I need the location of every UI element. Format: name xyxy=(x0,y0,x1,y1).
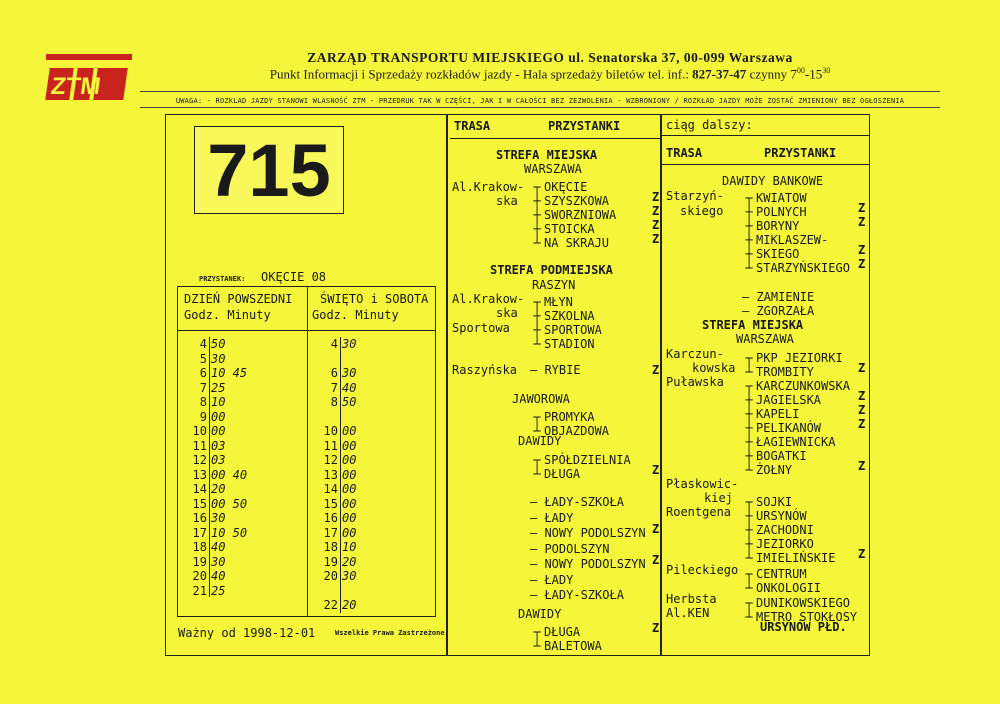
holiday-row xyxy=(313,366,356,381)
weekday-row xyxy=(182,526,247,541)
holiday-minutes: 50 xyxy=(342,395,357,409)
r1-stop-name: SZYSZKOWA xyxy=(544,194,610,208)
r2-street7: Herbsta xyxy=(666,592,717,606)
holiday-row xyxy=(313,381,356,396)
route-marker: ┴ xyxy=(745,581,753,595)
r2-stop-name: KARCZUNKOWSKA xyxy=(756,379,850,393)
ztm-logo xyxy=(42,52,134,104)
weekday-minutes: 25 xyxy=(211,380,226,395)
r1-stop-name: SPORTOWA xyxy=(544,323,602,337)
r2-street1b: skiego xyxy=(680,204,724,218)
holiday-row xyxy=(313,540,356,555)
weekday-row xyxy=(182,540,225,555)
weekday-hour: 14 xyxy=(192,482,207,496)
r2-stop-name: KAPELI xyxy=(756,407,800,421)
weekday-hour: 12 xyxy=(192,453,207,467)
holiday-minutes: 10 xyxy=(342,540,357,554)
route-marker: ┼ xyxy=(745,205,753,219)
r2-stop-name: ONKOLOGII xyxy=(756,581,822,595)
weekday-minutes: 40 xyxy=(211,569,226,583)
weekday-row xyxy=(182,395,225,410)
r2-stop-zgorzala: – ZGORZAŁA xyxy=(742,304,815,318)
r2-col-trasa: TRASA xyxy=(666,146,703,160)
r2-stop-name: PELIKANÓW xyxy=(756,421,822,435)
r2-stop-name: MIKLASZEW- xyxy=(756,233,829,247)
r1-stop-name: – PODOLSZYN xyxy=(530,541,610,556)
route-marker: ┴ xyxy=(745,551,753,565)
route-marker: ┼ xyxy=(745,393,753,407)
valid-from: Ważny od 1998-12-01 xyxy=(178,626,316,640)
zone-marker: Z xyxy=(652,232,660,246)
route-marker: ┼ xyxy=(745,233,753,247)
zone-marker: Z xyxy=(858,403,866,417)
zone-marker: Z xyxy=(858,201,866,215)
r2-stop-name: KWIATOW xyxy=(756,191,807,205)
header-rule xyxy=(140,91,940,92)
weekday-hour: 11 xyxy=(192,438,207,453)
weekday-minutes: 03 xyxy=(211,453,226,467)
holiday-row xyxy=(313,439,356,454)
info-line: Punkt Informacji i Sprzedaży rozkładów jazdy - Hala sprzedaży biletów tel. inf.: 827-37-47 czynny $7^{00}-15^{30}$ xyxy=(269,66,831,82)
route-marker: ┴ xyxy=(745,365,753,379)
holiday-minutes: 30 xyxy=(342,569,357,583)
r1-stop-name: – NOWY PODOLSZYN xyxy=(530,557,646,571)
holiday-row xyxy=(313,424,356,439)
r2-stop-name: ŁAGIEWNICKA xyxy=(756,435,836,449)
r1-stop-name: BALETOWA xyxy=(544,639,602,653)
zone-marker: Z xyxy=(652,190,660,204)
r1-town3: DAWIDY xyxy=(518,434,562,448)
r1-town4: DAWIDY xyxy=(518,607,562,621)
holiday-hour: 16 xyxy=(323,511,338,525)
holiday-minutes: 00 xyxy=(342,496,357,511)
holiday-row xyxy=(313,569,356,584)
r1-street2: Al.Krakow- xyxy=(452,292,525,306)
r1-stop-name: OKĘCIE xyxy=(544,180,588,194)
route-marker: ┬ xyxy=(745,567,753,581)
route-marker: ┼ xyxy=(745,509,753,523)
rights-text: Wszelkie Prawa Zastrzeżone xyxy=(335,629,445,637)
route-marker: ┴ xyxy=(745,610,753,624)
holiday-hour: 22 xyxy=(323,598,338,612)
weekday-hour: 15 xyxy=(192,496,207,511)
weekday-row xyxy=(182,381,225,396)
r2-stop xyxy=(742,257,866,276)
weekday-hour: 20 xyxy=(192,569,207,583)
r2-street1: Starzyń- xyxy=(666,189,724,203)
r1-town2: JAWOROWA xyxy=(512,392,570,406)
stop-label: PRZYSTANEK: OKĘCIE 08 xyxy=(199,270,327,284)
holiday-minutes: 00 xyxy=(342,511,357,525)
weekday-row xyxy=(182,468,247,483)
holiday-hour: 20 xyxy=(323,569,338,583)
route-marker: ┬ xyxy=(745,191,753,205)
weekday-minutes: 30 xyxy=(211,554,226,569)
divider-left xyxy=(446,114,448,656)
holiday-minutes: 30 xyxy=(342,337,357,351)
weekday-minutes: 50 xyxy=(211,337,226,351)
r1-town1: RASZYN xyxy=(532,278,576,292)
holiday-hour: 19 xyxy=(323,554,338,569)
route-marker: ┬ xyxy=(533,410,541,424)
holiday-minutes: 40 xyxy=(342,380,357,395)
holiday-row xyxy=(313,468,356,483)
weekday-hour: 5 xyxy=(199,351,207,366)
line-number: 715 xyxy=(207,129,331,212)
r1-stop xyxy=(530,333,595,352)
holiday-row xyxy=(313,511,356,526)
holiday-row xyxy=(313,497,356,512)
r2-stop-name: JEZIORKO xyxy=(756,537,814,551)
r2-stop-name: METRO STOKŁOSY xyxy=(756,610,858,624)
r1-stop xyxy=(530,232,660,251)
weekday-subheader: Godz. Minuty xyxy=(184,308,271,322)
r1-street1b: ska xyxy=(496,194,518,208)
r1-street1: Al.Krakow- xyxy=(452,180,525,194)
holiday-hour: 11 xyxy=(323,438,338,453)
warning-text: UWAGA: - ROZKLAD JAZDY STANOWI WLASNOŚĆ ZTM - PRZEDRUK TAK W CZĘŚCI, JAK I W CAŁOŚCI BEZ ZEZWOLENIA - WZBRONIONY / ROZKŁAD JAZDY MOŻE ZOSTAĆ ZMIENIONY BEZ OGŁOSZENIA xyxy=(175,97,905,105)
holiday-minutes: 20 xyxy=(342,554,357,569)
r2-continued: ciąg dalszy: xyxy=(666,118,753,132)
weekday-row xyxy=(182,410,225,425)
route-marker: ┼ xyxy=(745,449,753,463)
r1-stop xyxy=(530,463,580,482)
r1-stop-name: DŁUGA xyxy=(544,467,581,481)
r2-town1: DAWIDY BANKOWE xyxy=(722,174,824,188)
r1-city: WARSZAWA xyxy=(524,162,582,176)
holiday-row xyxy=(313,337,356,352)
weekday-minutes: 20 xyxy=(211,482,226,496)
r2-stop-name: ŻOŁNY xyxy=(756,463,793,477)
route-marker: ┬ xyxy=(745,351,753,365)
holiday-row xyxy=(313,598,356,613)
zone-marker: Z xyxy=(858,243,866,257)
r2-header-rule xyxy=(661,164,869,165)
r2-col-przystanki: PRZYSTANKI xyxy=(764,146,837,160)
r2-street6: Pileckiego xyxy=(666,563,739,577)
route-marker: ┼ xyxy=(745,523,753,537)
route-marker: ┼ xyxy=(745,435,753,449)
r1-stop-name: DŁUGA xyxy=(544,625,581,639)
holiday-hour: 13 xyxy=(323,467,338,482)
weekday-minutes: 00 xyxy=(211,424,226,438)
r2-street8: Al.KEN xyxy=(666,606,710,620)
route-marker: ┼ xyxy=(745,247,753,261)
holiday-row xyxy=(313,555,356,570)
holiday-hour: 15 xyxy=(323,496,338,511)
r2-stop-name: SOJKI xyxy=(756,495,793,509)
zone-marker: Z xyxy=(858,361,866,375)
route-marker: ┼ xyxy=(533,323,541,337)
weekday-row xyxy=(182,366,247,381)
r2-stop-name: POLNYCH xyxy=(756,205,807,219)
weekday-row xyxy=(182,497,247,512)
holiday-row xyxy=(313,482,356,497)
route-marker: ┴ xyxy=(533,236,541,250)
r1-zone-sub: STREFA PODMIEJSKA xyxy=(490,263,613,277)
holiday-row xyxy=(313,395,356,410)
route-marker: ┼ xyxy=(745,537,753,551)
zone-marker: Z xyxy=(858,389,866,403)
holiday-row xyxy=(313,453,356,468)
weekday-minutes: 00 xyxy=(211,409,226,424)
holiday-minutes: 00 xyxy=(342,482,357,496)
route-marker: ┴ xyxy=(745,463,753,477)
r2-street4b: kiej xyxy=(704,491,733,505)
r2-street2: Karczun- xyxy=(666,347,724,361)
weekday-row xyxy=(182,555,225,570)
weekday-minutes: 10 45 xyxy=(211,366,248,380)
holiday-hour: 10 xyxy=(323,424,338,438)
r1-stop-name: SPÓŁDZIELNIA xyxy=(544,453,631,467)
route-marker: ┴ xyxy=(533,337,541,351)
r1-col-przystanki: PRZYSTANKI xyxy=(548,119,621,133)
r1-stop xyxy=(530,584,624,603)
weekday-hour: 8 xyxy=(199,395,207,409)
r2-stop-name: SKIEGO xyxy=(756,247,800,261)
r2-stop-name: JAGIELSKA xyxy=(756,393,822,407)
r2-stop-name: TROMBITY xyxy=(756,365,814,379)
r1-stop-name: – ŁADY xyxy=(530,572,574,587)
holiday-minutes: 30 xyxy=(342,366,357,380)
route-marker: ┬ xyxy=(745,379,753,393)
r1-stop-name: SWORZNIOWA xyxy=(544,208,617,222)
holiday-hour: 14 xyxy=(323,482,338,496)
r1-stop-name: STOICKA xyxy=(544,222,595,236)
weekday-hour: 21 xyxy=(192,583,207,598)
org-line: ZARZĄD TRANSPORTU MIEJSKIEGO ul. Senatorska 37, 00-099 Warszawa xyxy=(307,50,793,65)
weekday-row xyxy=(182,584,225,599)
weekday-minutes: 25 xyxy=(211,583,226,598)
r2-street3: Puławska xyxy=(666,375,724,389)
r1-z-dluga2: Z xyxy=(652,621,660,635)
r1-stop-name: – ŁADY-SZKOŁA xyxy=(530,588,624,602)
route-marker: ┬ xyxy=(533,453,541,467)
route-marker: ┬ xyxy=(745,495,753,509)
r2-stop-name: IMIELIŃSKIE xyxy=(756,551,836,565)
r1-stop-name: PROMYKA xyxy=(544,410,595,424)
weekday-hour: 9 xyxy=(199,409,207,424)
holiday-minutes: 00 xyxy=(342,438,357,453)
weekday-row xyxy=(182,511,225,526)
logo-text: ZTM xyxy=(49,73,103,100)
weekday-hour: 16 xyxy=(192,511,207,525)
weekday-minutes: 03 xyxy=(211,438,226,453)
r1-z-rybie: Z xyxy=(652,363,660,377)
zone-marker: Z xyxy=(858,417,866,431)
holiday-minutes: 00 xyxy=(342,424,357,438)
zone-marker: Z xyxy=(858,257,866,271)
holiday-minutes: 00 xyxy=(342,467,357,482)
holiday-minutes: 00 xyxy=(342,453,357,467)
holiday-hour: 8 xyxy=(330,395,338,409)
weekday-hour: 10 xyxy=(192,424,207,438)
route-marker: ┬ xyxy=(533,180,541,194)
weekday-row xyxy=(182,453,225,468)
r2-top-rule xyxy=(661,135,869,136)
zone-marker: Z xyxy=(652,522,660,536)
r1-street2b: ska xyxy=(496,306,518,320)
r1-stop xyxy=(530,635,602,654)
holiday-hour: 12 xyxy=(323,453,338,467)
r2-stop-name: BOGATKI xyxy=(756,449,807,463)
weekday-header: DZIEŃ POWSZEDNI xyxy=(184,292,293,306)
weekday-row xyxy=(182,352,225,367)
r1-stop-name: SZKOLNA xyxy=(544,309,595,323)
weekday-hour: 4 xyxy=(199,337,207,351)
weekday-row xyxy=(182,482,225,497)
weekday-row xyxy=(182,337,225,352)
zone-marker: Z xyxy=(652,218,660,232)
r1-z-dluga: Z xyxy=(652,463,660,477)
r1-stop-name: – NOWY PODOLSZYN xyxy=(530,526,646,540)
route-marker: ┼ xyxy=(533,222,541,236)
r2-zone-city: STREFA MIEJSKA xyxy=(702,318,804,332)
r1-col-trasa: TRASA xyxy=(454,119,491,133)
r2-stop-name: PKP JEZIORKI xyxy=(756,351,843,365)
r1-stop-name: – ŁADY-SZKOŁA xyxy=(530,495,624,509)
route-marker: ┼ xyxy=(745,421,753,435)
r1-stop-name: STADION xyxy=(544,337,595,351)
weekday-minutes: 40 xyxy=(211,540,226,554)
r2-stop-name: STARZYŃSKIEGO xyxy=(756,261,850,275)
r2-street5: Roentgena xyxy=(666,505,732,519)
holiday-row xyxy=(313,526,356,541)
r1-stop-rybie: – RYBIE xyxy=(530,363,581,377)
stop-name: OKĘCIE 08 xyxy=(261,270,327,284)
r2-street4: Płaskowic- xyxy=(666,477,739,491)
zone-marker: Z xyxy=(858,459,866,473)
weekday-minutes: 10 50 xyxy=(211,525,248,540)
route-marker: ┴ xyxy=(745,261,753,275)
timetable-divider xyxy=(307,286,308,617)
zone-marker: Z xyxy=(858,547,866,561)
route-marker: ┬ xyxy=(533,625,541,639)
r1-stop-name: MŁYN xyxy=(544,295,573,309)
divider-right xyxy=(660,114,662,656)
route-marker: ┼ xyxy=(533,194,541,208)
weekday-hour: 19 xyxy=(192,554,207,569)
holiday-header: ŚWIĘTO i SOBOTA xyxy=(320,292,429,306)
zone-marker: Z xyxy=(858,215,866,229)
weekday-hour: 7 xyxy=(199,380,207,395)
weekday-hour: 17 xyxy=(192,525,207,540)
r1-zone-city: STREFA MIEJSKA xyxy=(496,148,598,162)
r2-stop-name: BORYNY xyxy=(756,219,800,233)
holiday-subheader: Godz. Minuty xyxy=(312,308,399,322)
weekday-row xyxy=(182,424,225,439)
weekday-hour: 18 xyxy=(192,540,207,554)
r2-stop-name: ZACHODNI xyxy=(756,523,814,537)
weekday-minutes: 30 xyxy=(211,511,226,525)
route-marker: ┬ xyxy=(533,295,541,309)
r1-street3: Sportowa xyxy=(452,321,510,335)
holiday-minutes: 00 xyxy=(342,525,357,540)
weekday-hour: 13 xyxy=(192,467,207,482)
route-marker: ┴ xyxy=(533,467,541,481)
holiday-hour: 7 xyxy=(330,380,338,395)
r2-city: WARSZAWA xyxy=(736,332,794,346)
r2-stop xyxy=(742,459,866,478)
route-marker: ┬ xyxy=(745,596,753,610)
holiday-hour: 6 xyxy=(330,366,338,380)
weekday-minutes: 30 xyxy=(211,351,226,366)
r1-street4: Raszyńska xyxy=(452,363,518,377)
r2-final-stop: URSYNÓW PŁD. xyxy=(760,620,847,634)
holiday-minutes: 20 xyxy=(342,598,357,612)
holiday-hour: 17 xyxy=(323,525,338,540)
holiday-hour: 4 xyxy=(330,337,338,351)
weekday-minutes: 00 40 xyxy=(211,467,248,482)
route-marker: ┼ xyxy=(745,407,753,421)
r2-stop-name: URSYNÓW xyxy=(756,509,807,523)
warning-rule xyxy=(140,107,940,108)
zone-marker: Z xyxy=(652,204,660,218)
weekday-row xyxy=(182,569,225,584)
route-marker: ┴ xyxy=(533,639,541,653)
weekday-hour: 6 xyxy=(199,366,207,380)
route-marker: ┼ xyxy=(745,219,753,233)
timetable-header-rule xyxy=(177,330,436,331)
r1-header-rule xyxy=(450,138,660,139)
route-marker: ┼ xyxy=(533,208,541,222)
r2-stop-name: CENTRUM xyxy=(756,567,807,581)
r1-stop-name: OBJAZDOWA xyxy=(544,424,610,438)
holiday-hour: 18 xyxy=(323,540,338,554)
r2-stop-zamienie: – ZAMIENIE xyxy=(742,290,815,304)
r2-street2b: kowska xyxy=(692,361,736,375)
r1-stop-name: NA SKRAJU xyxy=(544,236,610,250)
route-marker: ┴ xyxy=(533,424,541,438)
r1-stop-name: – ŁADY xyxy=(530,510,574,525)
weekday-minutes: 00 50 xyxy=(211,496,248,511)
weekday-minutes: 10 xyxy=(211,395,226,409)
r2-stop-name: DUNIKOWSKIEGO xyxy=(756,596,850,610)
route-marker: ┼ xyxy=(533,309,541,323)
zone-marker: Z xyxy=(652,553,660,567)
weekday-row xyxy=(182,439,225,454)
